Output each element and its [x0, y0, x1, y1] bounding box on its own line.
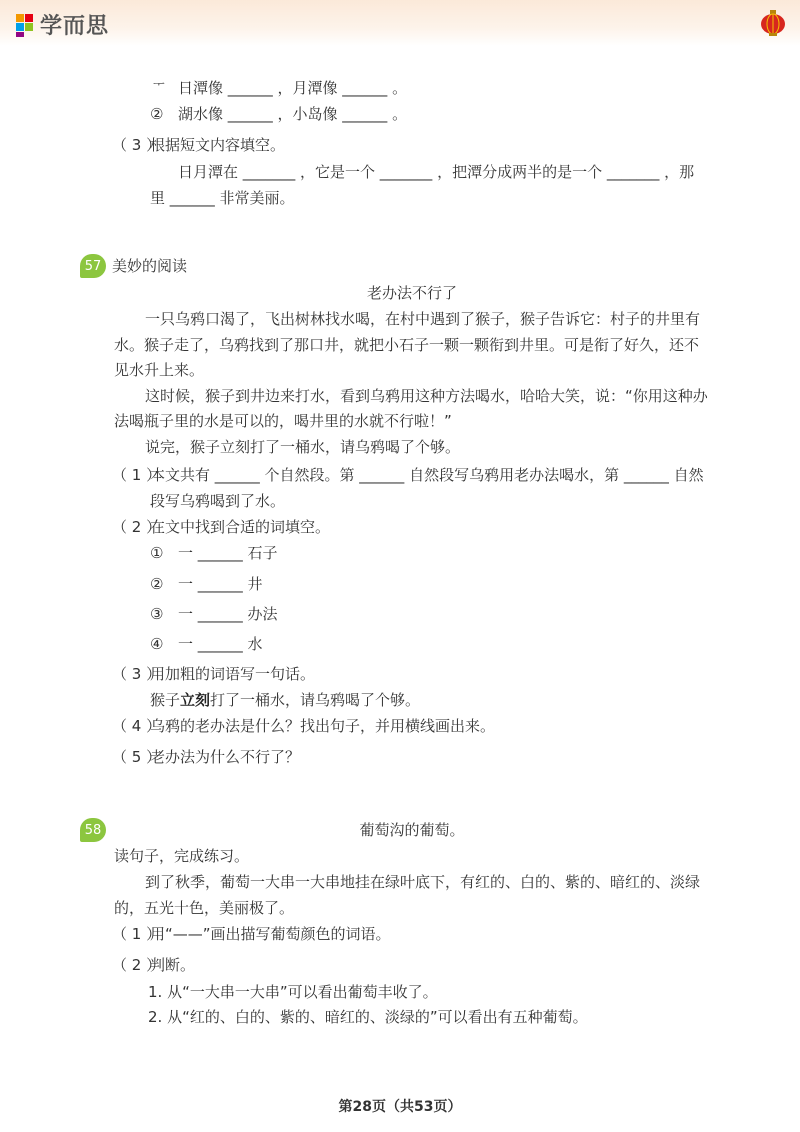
passage-title: 葡萄沟的葡萄。: [359, 821, 465, 839]
fill-blank-line: 里 ______ 非常美丽。: [150, 189, 295, 207]
sentence-part: 打了一桶水，请乌鸦喝了个够。: [210, 691, 421, 709]
passage-line: 见水升上来。: [114, 361, 205, 379]
question-label: （ 2 ）: [112, 518, 162, 536]
section-heading: 美妙的阅读: [112, 257, 188, 275]
list-marker: ②: [150, 105, 164, 123]
sentence-part: 猴子: [150, 691, 181, 709]
passage-title: 老办法不行了: [366, 284, 457, 302]
passage-line: 一只乌鸦口渴了，飞出树林找水喝，在村中遇到了猴子，猴子告诉它：村子的井里有: [145, 310, 701, 328]
question-text: 乌鸦的老办法是什么？找出句子，并用横线画出来。: [150, 717, 496, 735]
brand-logo: [14, 9, 109, 40]
passage-line: 法喝瓶子里的水是可以的，喝井里的水就不行啦！”: [114, 412, 452, 430]
list-marker: ④: [150, 635, 164, 653]
question-label: （ 2 ）: [112, 956, 162, 974]
passage-line: 这时候，猴子到井边来打水，看到乌鸦用这种方法喝水，哈哈大笑，说：“你用这种办: [145, 387, 708, 405]
fill-blank-item: 一 ______ 水: [178, 635, 263, 653]
fill-blank-item: 湖水像 ______ ，小岛像 ______ 。: [178, 105, 408, 123]
bold-word: 立刻: [180, 691, 211, 709]
lantern-icon: [760, 10, 786, 38]
question-text: 用“——”画出描写葡萄颜色的词语。: [150, 925, 391, 943]
brand-name: 学而思: [40, 14, 110, 39]
question-text: 用加粗的词语写一句话。: [150, 665, 316, 683]
question-text: 判断。: [150, 956, 196, 974]
fill-blank-item: 一 ______ 井: [178, 575, 263, 593]
fill-blank-line: 日月潭在 _______ ，它是一个 _______ ，把潭分成两半的是一个 _______ ，那: [178, 163, 695, 181]
list-marker: ①: [150, 544, 164, 562]
fill-blank-item: 一 ______ 办法: [178, 605, 278, 623]
question-label: （ 4 ）: [112, 717, 162, 735]
list-marker: ②: [150, 575, 164, 593]
list-marker: ᅮ: [153, 77, 165, 91]
question-label: （ 1 ）: [112, 925, 162, 943]
fill-blank-item: 日潭像 ______ ，月潭像 ______ 。: [178, 79, 408, 97]
question-label: （ 1 ）: [112, 466, 162, 484]
judge-item: 2. 从“红的、白的、紫的、暗红的、淡绿的”可以看出有五种葡萄。: [148, 1008, 588, 1026]
brand-logo-icon: [14, 12, 36, 38]
fill-blank-item: 一 ______ 石子: [178, 544, 278, 562]
passage-line: 说完，猴子立刻打了一桶水，请乌鸦喝了个够。: [145, 438, 461, 456]
question-label: （ 5 ）: [112, 748, 162, 766]
example-sentence: [150, 690, 420, 710]
question-label: （ 3 ）: [112, 136, 162, 154]
question-text: 本文共有 ______ 个自然段。第 ______ 自然段写乌鸦用老办法喝水，第 ______ 自然: [150, 466, 704, 484]
page-header: [0, 0, 800, 46]
question-text: 在文中找到合适的词填空。: [150, 518, 331, 536]
instruction-text: 读句子，完成练习。: [114, 847, 250, 865]
question-text: 老办法为什么不行了？: [150, 748, 301, 766]
question-text: 根据短文内容填空。: [150, 136, 286, 154]
passage-line: 的，五光十色，美丽极了。: [114, 899, 295, 917]
passage-line: 水。猴子走了，乌鸦找到了那口井，就把小石子一颗一颗衔到井里。可是衔了好久，还不: [114, 336, 700, 354]
page-number: 第28页（共53页）: [338, 1099, 462, 1115]
list-marker: ③: [150, 605, 164, 623]
question-number-badge: 58: [80, 818, 106, 842]
judge-item: 1. 从“一大串一大串”可以看出葡萄丰收了。: [148, 983, 438, 1001]
question-number-badge: 57: [80, 254, 106, 278]
question-label: （ 3 ）: [112, 665, 162, 683]
passage-line: 到了秋季，葡萄一大串一大串地挂在绿叶底下，有红的、白的、紫的、暗红的、淡绿: [145, 873, 701, 891]
question-text: 段写乌鸦喝到了水。: [150, 492, 286, 510]
